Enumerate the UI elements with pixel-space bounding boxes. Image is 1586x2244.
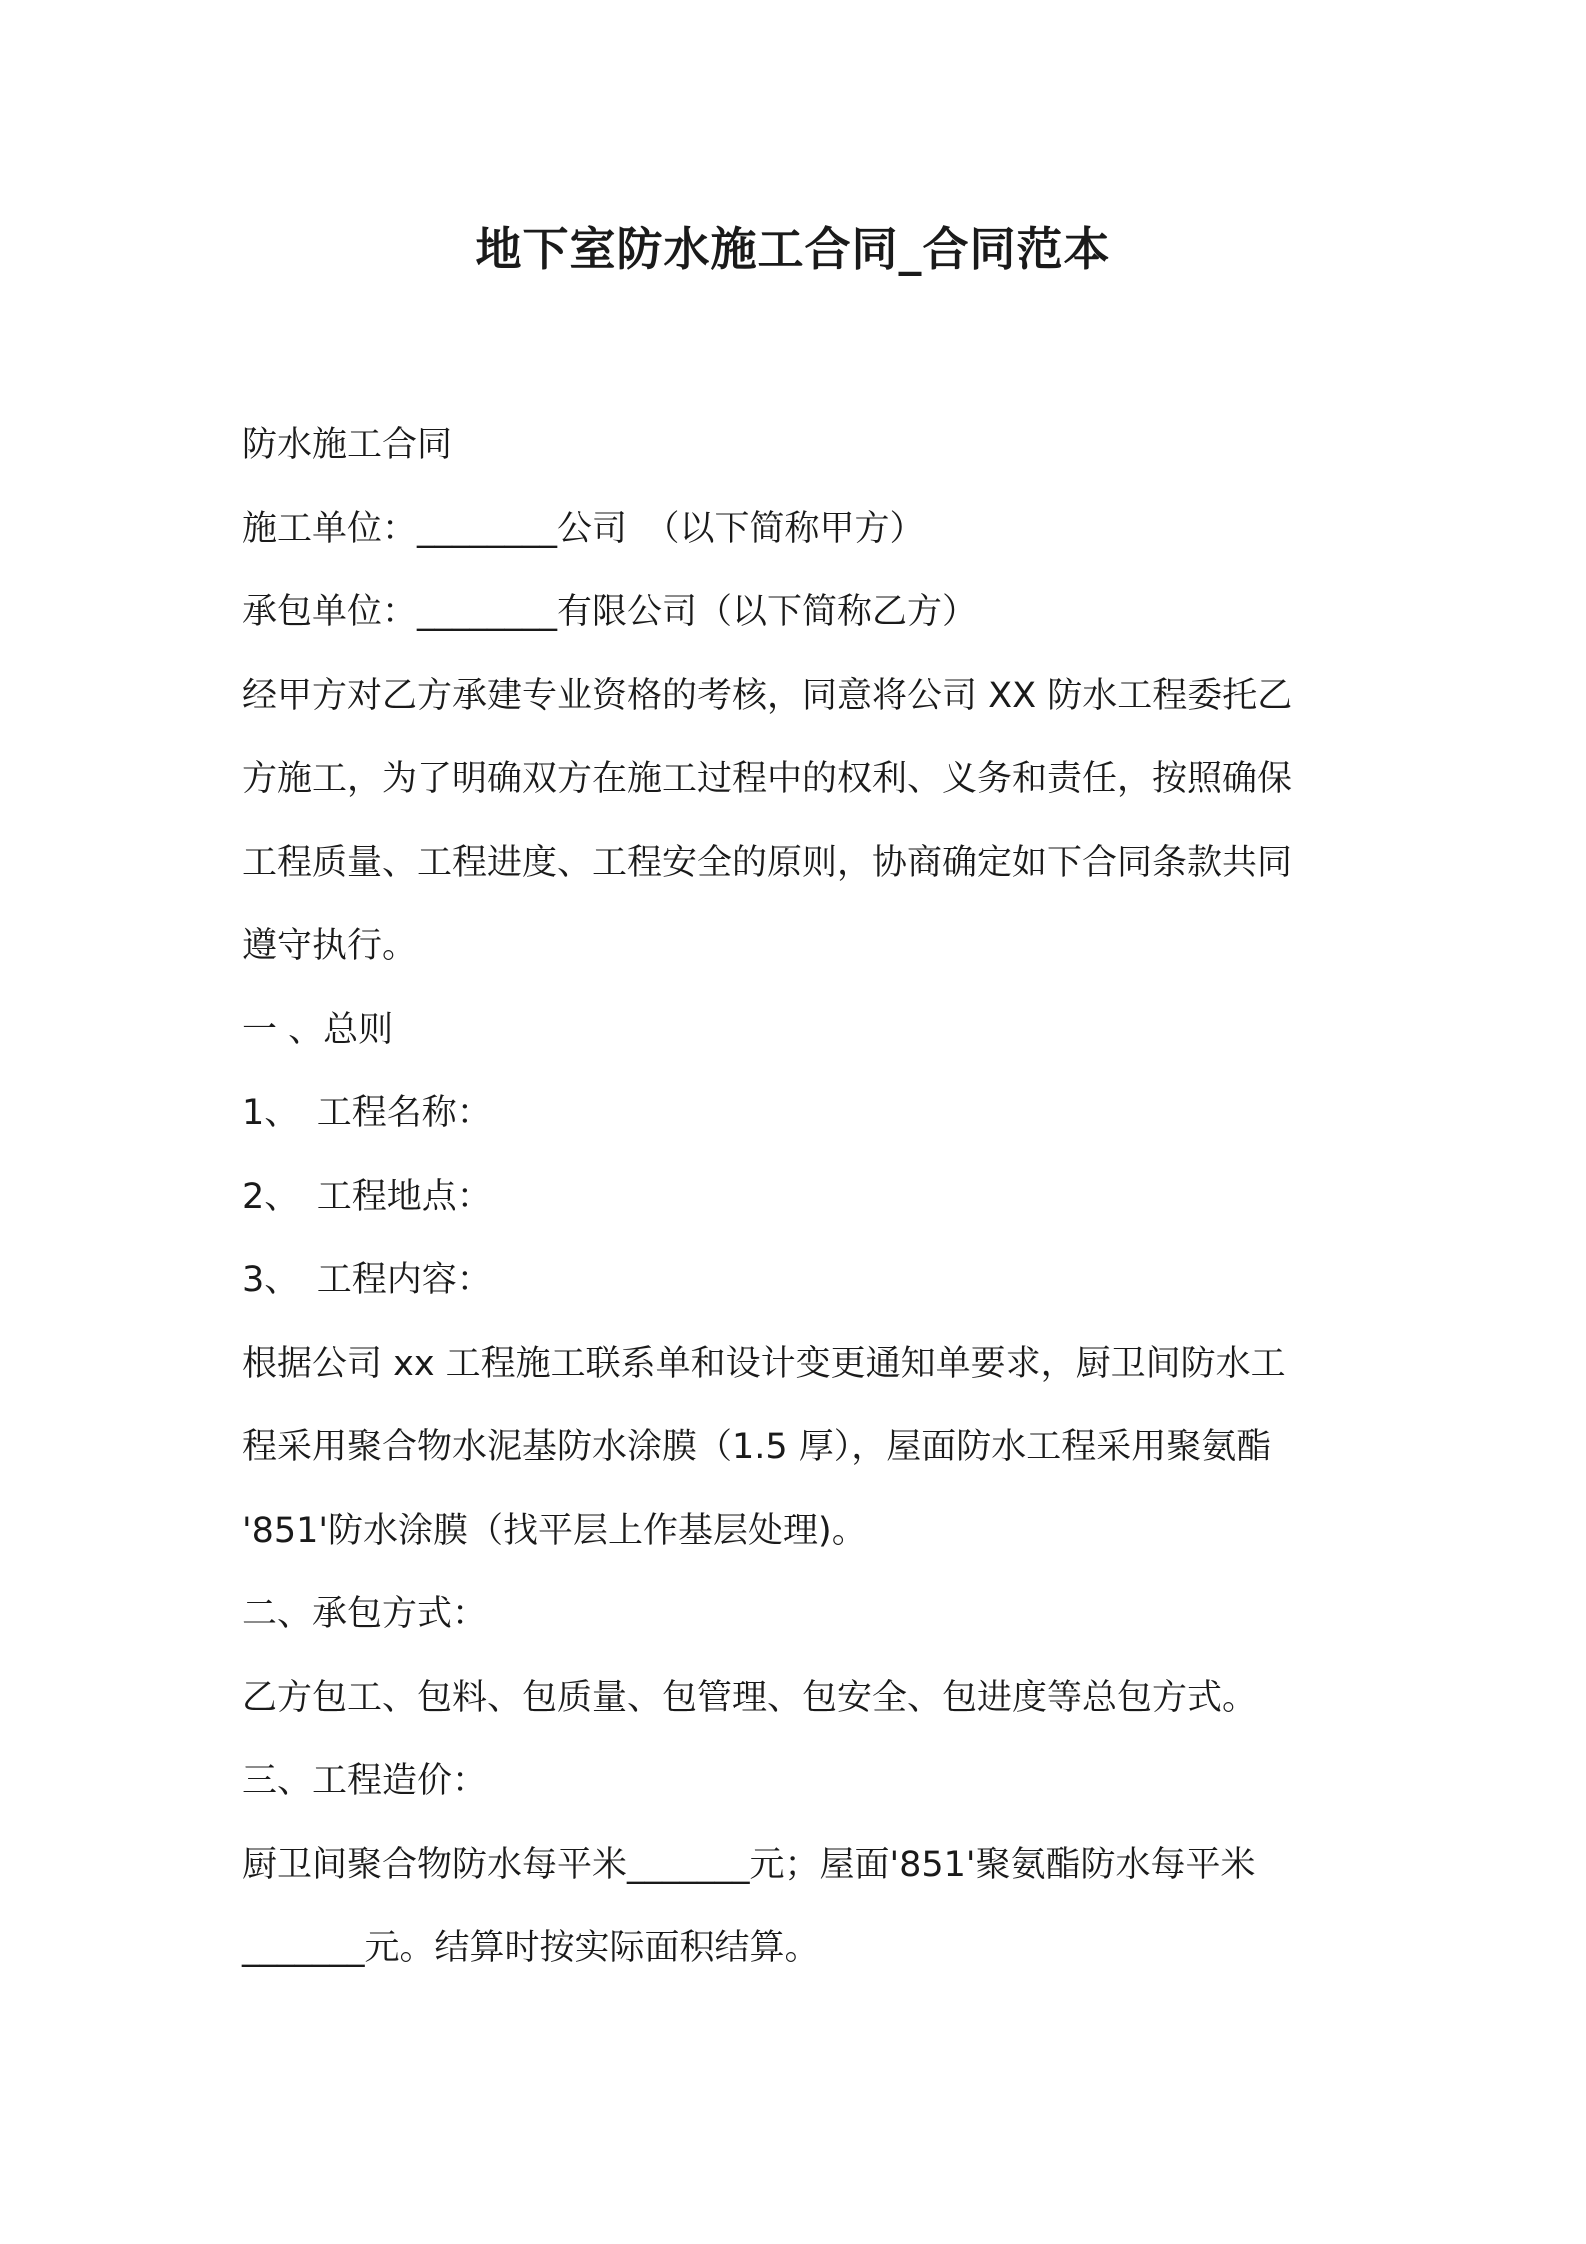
section-heading-general: 一 、总则 [242, 1009, 394, 1050]
content-paragraph-line: 根据公司 xx 工程施工联系单和设计变更通知单要求，厨卫间防水工 [242, 1343, 1286, 1384]
content-paragraph-line: '851'防水涂膜（找平层上作基层处理)。 [242, 1510, 867, 1551]
contract-heading: 防水施工合同 [242, 425, 453, 465]
preamble-line: 工程质量、工程进度、工程安全的原则，协商确定如下合同条款共同 [242, 842, 1293, 883]
project-cost-line: _______元。结算时按实际面积结算。 [242, 1928, 820, 1968]
clause-project-location: 2、 工程地点： [242, 1176, 492, 1217]
project-cost-line: 厨卫间聚合物防水每平米_______元；屋面'851'聚氨酯防水每平米 [242, 1844, 1256, 1885]
document-body [242, 404, 1352, 1991]
clause-project-content: 3、 工程内容： [242, 1260, 492, 1300]
party-b-line: 承包单位：________有限公司（以下简称乙方） [242, 592, 978, 632]
preamble-line: 经甲方对乙方承建专业资格的考核，同意将公司 XX 防水工程委托乙 [242, 675, 1293, 716]
contracting-method-line: 乙方包工、包料、包质量、包管理、包安全、包进度等总包方式。 [242, 1677, 1258, 1718]
preamble-line: 遵守执行。 [242, 926, 418, 966]
content-paragraph-line: 程采用聚合物水泥基防水涂膜（1.5 厚），屋面防水工程采用聚氨酯 [242, 1427, 1272, 1467]
clause-project-name: 1、 工程名称： [242, 1093, 492, 1133]
section-heading-project-cost: 三、工程造价： [242, 1761, 488, 1801]
document-title: 地下室防水施工合同_合同范本 [475, 222, 1111, 276]
section-heading-contracting-method: 二、承包方式： [242, 1594, 488, 1634]
preamble-line: 方施工，为了明确双方在施工过程中的权利、义务和责任，按照确保 [242, 759, 1293, 799]
party-a-line: 施工单位：________公司 （以下简称甲方） [242, 508, 925, 549]
